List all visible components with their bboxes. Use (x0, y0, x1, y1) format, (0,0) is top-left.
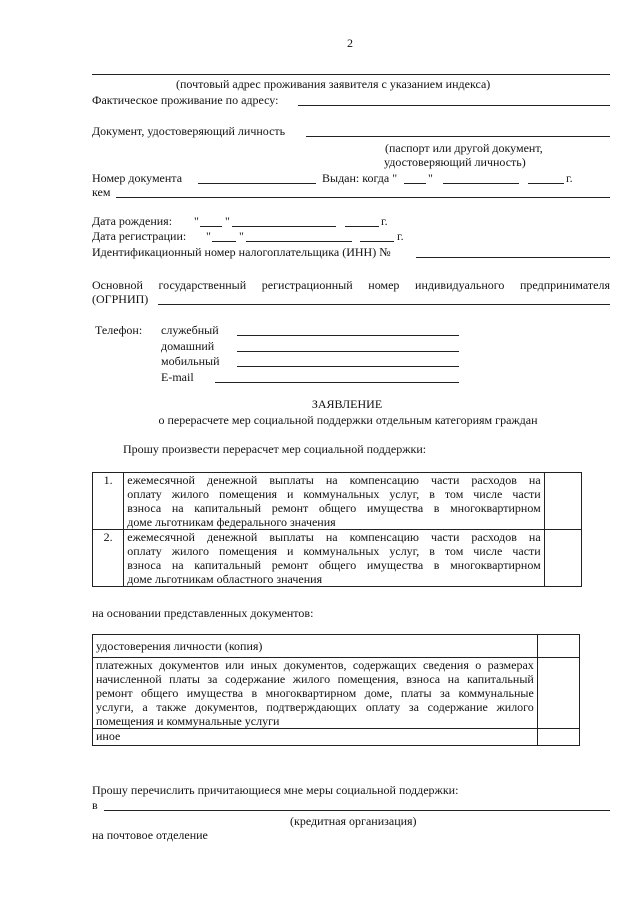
option-line: ежемесячной денежной выплаты на компенсацию части расходов на (127, 473, 541, 487)
issued-quote-close: " (428, 171, 433, 185)
document-line: платежных документов или иных документов, содержащих сведения о размерах (96, 658, 534, 672)
bank-to-label: в (92, 798, 98, 812)
registration-quote-open: " (206, 229, 211, 243)
doc-number-label: Номер документа (92, 171, 183, 185)
option-line: взноса на капитальный ремонт общего имущества в многоквартирном (127, 558, 541, 572)
postal-address-caption: (почтовый адрес проживания заявителя с указанием индекса) (176, 77, 491, 91)
option-line: доме льготникам федерального значения (127, 515, 336, 529)
page-number: 2 (347, 36, 353, 50)
option-number: 1. (93, 473, 124, 530)
option-number: 2. (93, 530, 124, 587)
document-checkbox-cell[interactable] (537, 635, 579, 658)
document-checkbox-cell[interactable] (537, 658, 579, 729)
option-line: оплату жилого помещения и коммунальных услуг, в том числе части (127, 544, 541, 558)
bank-line[interactable] (104, 810, 610, 811)
registration-year-line[interactable] (360, 241, 394, 242)
phone-home-label: домашний (161, 339, 215, 353)
document-row-3 (93, 729, 580, 746)
issued-year-suffix: г. (566, 171, 573, 185)
phone-work-line[interactable] (237, 335, 459, 336)
statement-subtitle: о перерасчете мер социальной поддержки отдельным категориям граждан (158, 413, 538, 427)
document-line: иное (96, 729, 121, 743)
birth-year-line[interactable] (345, 226, 379, 227)
option-checkbox-cell[interactable] (544, 530, 581, 587)
email-label: E-mail (161, 370, 194, 384)
id-document-line[interactable] (306, 136, 610, 137)
postal-address-line[interactable] (92, 74, 610, 75)
id-document-label: Документ, удостоверяющий личность (92, 124, 286, 138)
birth-day-line[interactable] (200, 226, 222, 227)
document-line: помещения и коммунальные услуги (96, 714, 280, 728)
by-whom-label: кем (92, 185, 111, 199)
document-row-2 (93, 658, 580, 729)
transfer-request-text: Прошу перечислить причитающиеся мне меры социальной поддержки: (92, 783, 459, 797)
option-text (124, 530, 544, 587)
registration-month-line[interactable] (246, 241, 352, 242)
phone-work-label: служебный (161, 323, 219, 337)
document-row-1 (93, 635, 580, 658)
id-document-caption-2: удостоверяющий личность) (384, 155, 526, 169)
by-whom-line[interactable] (116, 197, 610, 198)
option-checkbox-cell[interactable] (544, 473, 581, 530)
option-line: ежемесячной денежной выплаты на компенсацию части расходов на (127, 530, 541, 544)
phone-home-line[interactable] (237, 351, 459, 352)
birth-month-line[interactable] (232, 226, 336, 227)
inn-label: Идентификационный номер налогоплательщика (ИНН) № (92, 245, 391, 259)
issued-year-line[interactable] (528, 183, 564, 184)
issued-month-line[interactable] (443, 183, 519, 184)
actual-address-line[interactable] (298, 105, 610, 106)
ogrnip-label-2: (ОГРНИП) (92, 292, 149, 306)
document-line: услуги, а также документов, подтверждающих оплату за содержание жилого (96, 700, 534, 714)
birth-year-suffix: г. (381, 214, 388, 228)
ogrnip-label: Основной государственный регистрационный номер индивидуального предпринимателя (92, 278, 610, 292)
statement-title: ЗАЯВЛЕНИЕ (311, 397, 383, 411)
issued-day-line[interactable] (404, 183, 426, 184)
options-table (92, 472, 582, 587)
document-text (93, 635, 538, 658)
registration-day-line[interactable] (212, 241, 236, 242)
recalc-request-text: Прошу произвести перерасчет мер социальной поддержки: (123, 442, 427, 456)
document-line: начисленной платы за содержание жилого помещения, взноса на капитальный (96, 672, 534, 686)
id-document-caption-1: (паспорт или другой документ, (385, 141, 543, 155)
birth-date-label: Дата рождения: (92, 214, 173, 228)
document-line: ремонт общего имущества в многоквартирном доме, платы за коммунальные (96, 686, 534, 700)
email-line[interactable] (215, 382, 459, 383)
doc-number-line[interactable] (198, 183, 316, 184)
inn-line[interactable] (416, 257, 610, 258)
document-text (93, 729, 538, 746)
phone-mobile-line[interactable] (237, 366, 459, 367)
registration-quote-close: " (239, 229, 244, 243)
birth-quote-close: " (225, 214, 230, 228)
actual-address-label: Фактическое проживание по адресу: (92, 93, 279, 107)
phone-mobile-label: мобильный (161, 354, 220, 368)
option-line: оплату жилого помещения и коммунальных услуг, в том числе части (127, 487, 541, 501)
post-office-label: на почтовое отделение (92, 828, 208, 842)
documents-table (92, 634, 580, 746)
birth-quote-open: " (194, 214, 199, 228)
option-row-2 (93, 530, 582, 587)
registration-year-suffix: г. (397, 229, 404, 243)
issued-label: Выдан: когда " (322, 171, 398, 185)
option-text (124, 473, 544, 530)
bank-caption: (кредитная организация) (290, 814, 417, 828)
registration-date-label: Дата регистрации: (92, 229, 187, 243)
ogrnip-line[interactable] (158, 304, 610, 305)
document-checkbox-cell[interactable] (537, 729, 579, 746)
documents-intro: на основании представленных документов: (92, 606, 314, 620)
document-text (93, 658, 538, 729)
option-line: взноса на капитальный ремонт общего имущества в многоквартирном (127, 501, 541, 515)
document-line: удостоверения личности (копия) (96, 639, 263, 653)
option-row-1 (93, 473, 582, 530)
option-line: доме льготникам областного значения (127, 572, 323, 586)
phone-label: Телефон: (95, 323, 143, 337)
